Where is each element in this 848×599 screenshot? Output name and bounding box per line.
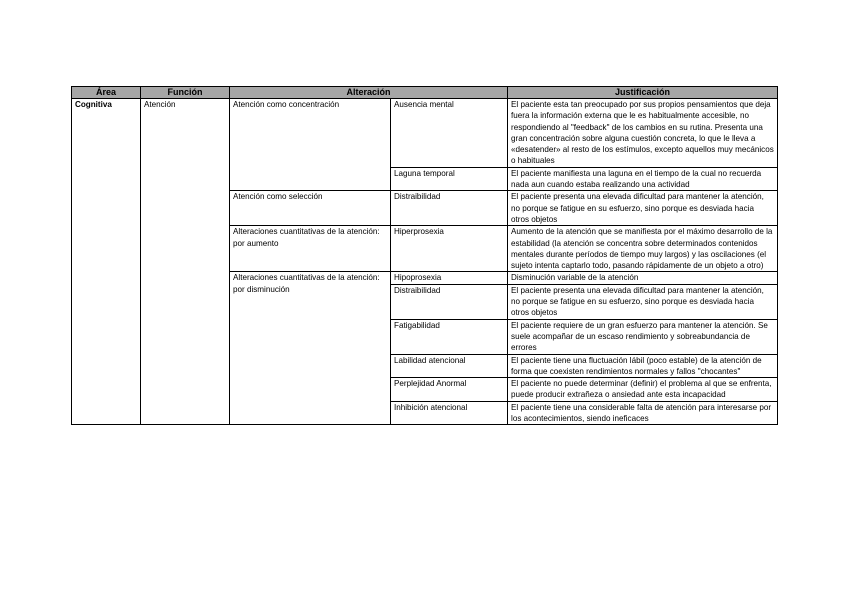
group-label: Alteraciones cuantitativas de la atención: por disminución [230,272,391,425]
table-row [72,99,778,168]
justification-text: Aumento de la atención que se manifiesta por el máximo desarrollo de la estabilidad (la atención se concentra sobre determinados contenidos mentales durante períodos de tiempo muy largos) y las oscilaciones (el sujeto intenta captarlo todo, pasando rápidamente de un objeto a otro) [508,226,778,272]
funcion-cell: Atención [141,99,230,425]
alteration-name: Ausencia mental [391,99,508,168]
justification-text: El paciente manifiesta una laguna en el tiempo de la cual no recuerda nada aun cuando estaba realizando una actividad [508,167,778,191]
group-label: Atención como selección [230,191,391,226]
group-label: Alteraciones cuantitativas de la atención: por aumento [230,226,391,272]
justification-text: El paciente esta tan preocupado por sus propios pensamientos que deja fuera la información externa que le es habitualmente accesible, no respondiendo al "feedback" de los cambios en su rutina. Presenta una gran concentración sobre alguna cuestión concreta, lo que le lleva a «desatender» al resto de los estímulos, excepto aquellos muy mecánicos o habituales [508,99,778,168]
alteration-name: Fatigabilidad [391,319,508,354]
alteration-name: Laguna temporal [391,167,508,191]
alteration-name: Labilidad atencional [391,354,508,378]
table-header-row [72,87,778,99]
alteration-name: Perplejidad Anormal [391,378,508,402]
alteration-name: Distraibilidad [391,191,508,226]
header-justificacion: Justificación [508,87,778,99]
alteration-name: Hiperprosexia [391,226,508,272]
alteration-name: Hipoprosexia [391,272,508,284]
area-cell: Cognitiva [72,99,141,425]
justification-text: El paciente requiere de un gran esfuerzo para mantener la atención. Se suele acompañar de un escaso rendimiento y sobreabundancia de errores [508,319,778,354]
alteration-name: Distraibilidad [391,284,508,319]
alteration-name: Inhibición atencional [391,401,508,425]
justification-text: El paciente presenta una elevada dificultad para mantener la atención, no porque se fatigue en su esfuerzo, sino porque es desviada hacia otros objetos [508,191,778,226]
alteration-table [71,86,778,425]
justification-text: El paciente no puede determinar (definir) el problema al que se enfrenta, puede producir extrañeza o ansiedad ante esta incapacidad [508,378,778,402]
justification-text: El paciente presenta una elevada dificultad para mantener la atención, no porque se fatigue en su esfuerzo, sino porque es desviada hacia otros objetos [508,284,778,319]
header-alteracion: Alteración [230,87,508,99]
group-label: Atención como concentración [230,99,391,191]
justification-text: El paciente tiene una considerable falta de atención para interesarse por los acontecimientos, siendo ineficaces [508,401,778,425]
header-area: Área [72,87,141,99]
justification-text: El paciente tiene una fluctuación lábil (poco estable) de la atención de forma que coexisten rendimientos normales y fallos "chocantes" [508,354,778,378]
header-funcion: Función [141,87,230,99]
justification-text: Disminución variable de la atención [508,272,778,284]
